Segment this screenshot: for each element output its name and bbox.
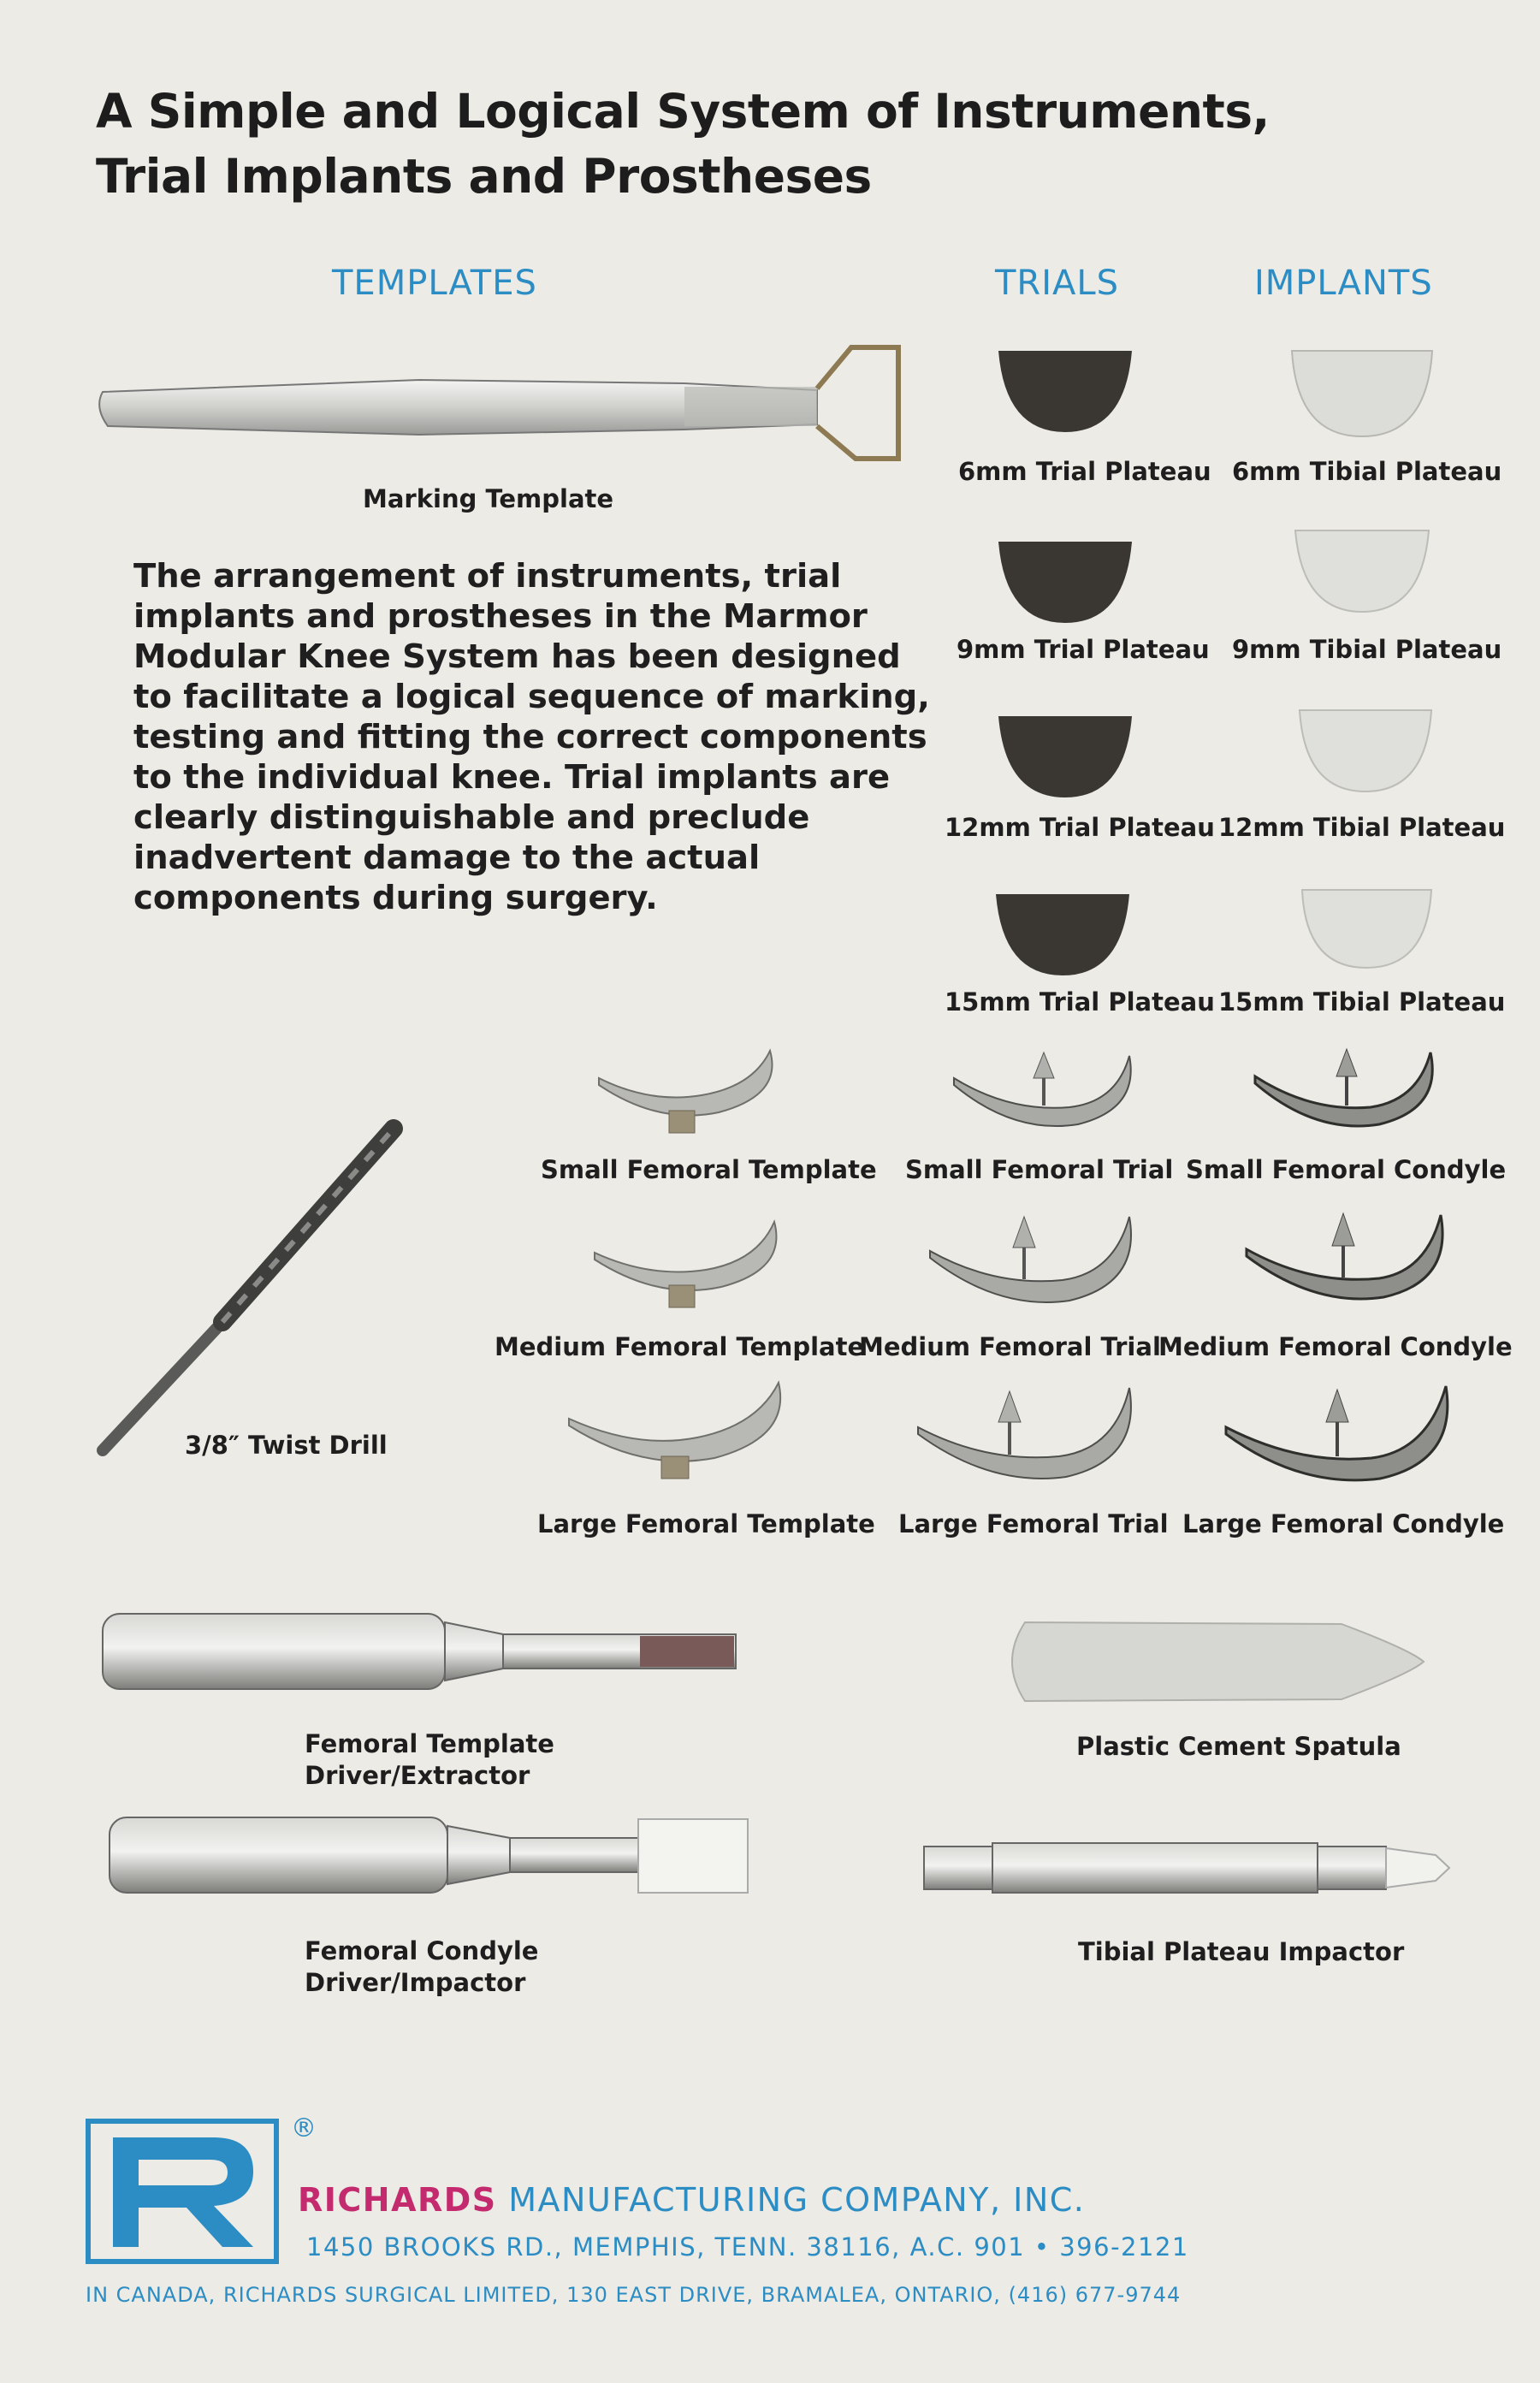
templates-heading: TEMPLATES (332, 264, 537, 303)
medium-femoral-condyle-label: Medium Femoral Condyle (1158, 1332, 1513, 1361)
trial-plateau-12mm-image (997, 712, 1134, 802)
twist-drill-image (94, 1117, 411, 1459)
title-line-1: A Simple and Logical System of Instruments, (96, 84, 1270, 139)
trials-heading: TRIALS (995, 264, 1120, 303)
company-name-richards: RICHARDS (298, 2181, 497, 2219)
large-femoral-trial-image (914, 1379, 1140, 1491)
twist-drill-label: 3/8″ Twist Drill (185, 1431, 388, 1460)
large-femoral-condyle-label: Large Femoral Condyle (1182, 1509, 1505, 1538)
implant-label-12mm: 12mm Tibial Plateau (1218, 813, 1506, 842)
richards-logo (86, 2119, 279, 2264)
cement-spatula-image (999, 1619, 1427, 1704)
cement-spatula-label: Plastic Cement Spatula (1076, 1732, 1401, 1761)
trial-label-15mm: 15mm Trial Plateau (945, 987, 1215, 1017)
femoral-template-driver-image (101, 1609, 743, 1694)
medium-femoral-condyle-image (1242, 1205, 1448, 1314)
medium-femoral-template-image (586, 1215, 791, 1313)
small-femoral-condyle-image (1251, 1044, 1439, 1138)
tibial-plateau-impactor-label: Tibial Plateau Impactor (1078, 1937, 1405, 1966)
company-address: 1450 BROOKS RD., MEMPHIS, TENN. 38116, A.C. 901 • 396-2121 (306, 2232, 1189, 2261)
small-femoral-trial-label: Small Femoral Trial (905, 1155, 1174, 1184)
implant-label-9mm: 9mm Tibial Plateau (1232, 635, 1502, 664)
page-title (96, 79, 1379, 209)
title-line-2: Trial Implants and Prostheses (96, 149, 872, 204)
trial-plateau-15mm-image (994, 890, 1131, 980)
canada-address: IN CANADA, RICHARDS SURGICAL LIMITED, 130 EAST DRIVE, BRAMALEA, ONTARIO, (416) 677-9744 (86, 2283, 1182, 2307)
small-femoral-trial-image (950, 1046, 1138, 1140)
company-name (298, 2181, 1085, 2219)
trial-label-12mm: 12mm Trial Plateau (945, 813, 1215, 842)
femoral-condyle-driver-image (108, 1812, 758, 1898)
femoral-template-driver-label-line-2: Driver/Extractor (305, 1761, 530, 1790)
marking-template-image (94, 339, 907, 467)
marking-template-label: Marking Template (363, 484, 614, 513)
femoral-condyle-driver-label-line-2: Driver/Impactor (305, 1968, 526, 1997)
small-femoral-template-image (590, 1044, 787, 1138)
large-femoral-condyle-image (1222, 1379, 1457, 1491)
femoral-condyle-driver-label (305, 1935, 538, 1999)
tibial-plateau-12mm-image (1298, 706, 1433, 796)
trial-label-9mm: 9mm Trial Plateau (957, 635, 1210, 664)
trial-label-6mm: 6mm Trial Plateau (958, 457, 1211, 486)
trial-plateau-6mm-image (997, 347, 1134, 436)
registered-mark: ® (291, 2113, 317, 2143)
tibial-plateau-15mm-image (1300, 886, 1433, 971)
large-femoral-template-image (560, 1376, 800, 1483)
medium-femoral-template-label: Medium Femoral Template (495, 1332, 865, 1361)
small-femoral-template-label: Small Femoral Template (541, 1155, 877, 1184)
tibial-plateau-6mm-image (1290, 347, 1434, 441)
large-femoral-template-label: Large Femoral Template (537, 1509, 875, 1538)
implant-label-6mm: 6mm Tibial Plateau (1232, 457, 1502, 486)
femoral-template-driver-label (305, 1728, 554, 1792)
tibial-plateau-9mm-image (1294, 526, 1430, 616)
small-femoral-condyle-label: Small Femoral Condyle (1186, 1155, 1507, 1184)
implants-heading: IMPLANTS (1254, 264, 1433, 303)
tibial-plateau-impactor-image (922, 1838, 1453, 1898)
medium-femoral-trial-label: Medium Femoral Trial (859, 1332, 1161, 1361)
femoral-condyle-driver-label-line-1: Femoral Condyle (305, 1936, 539, 1965)
large-femoral-trial-label: Large Femoral Trial (898, 1509, 1169, 1538)
femoral-template-driver-label-line-1: Femoral Template (305, 1729, 554, 1758)
description-text: The arrangement of instruments, trial implants and prostheses in the Marmor Modular Knee System has been designed to facilitate a logical sequence of marking, testing and fitting the correct components to the individual knee. Trial implants are clearly distinguishable and preclude inadvertent damage to the actual components during surgery. (133, 557, 930, 917)
medium-femoral-trial-image (926, 1206, 1140, 1318)
trial-plateau-9mm-image (997, 537, 1134, 627)
implant-label-15mm: 15mm Tibial Plateau (1218, 987, 1506, 1017)
company-name-rest: MANUFACTURING COMPANY, INC. (508, 2181, 1086, 2219)
